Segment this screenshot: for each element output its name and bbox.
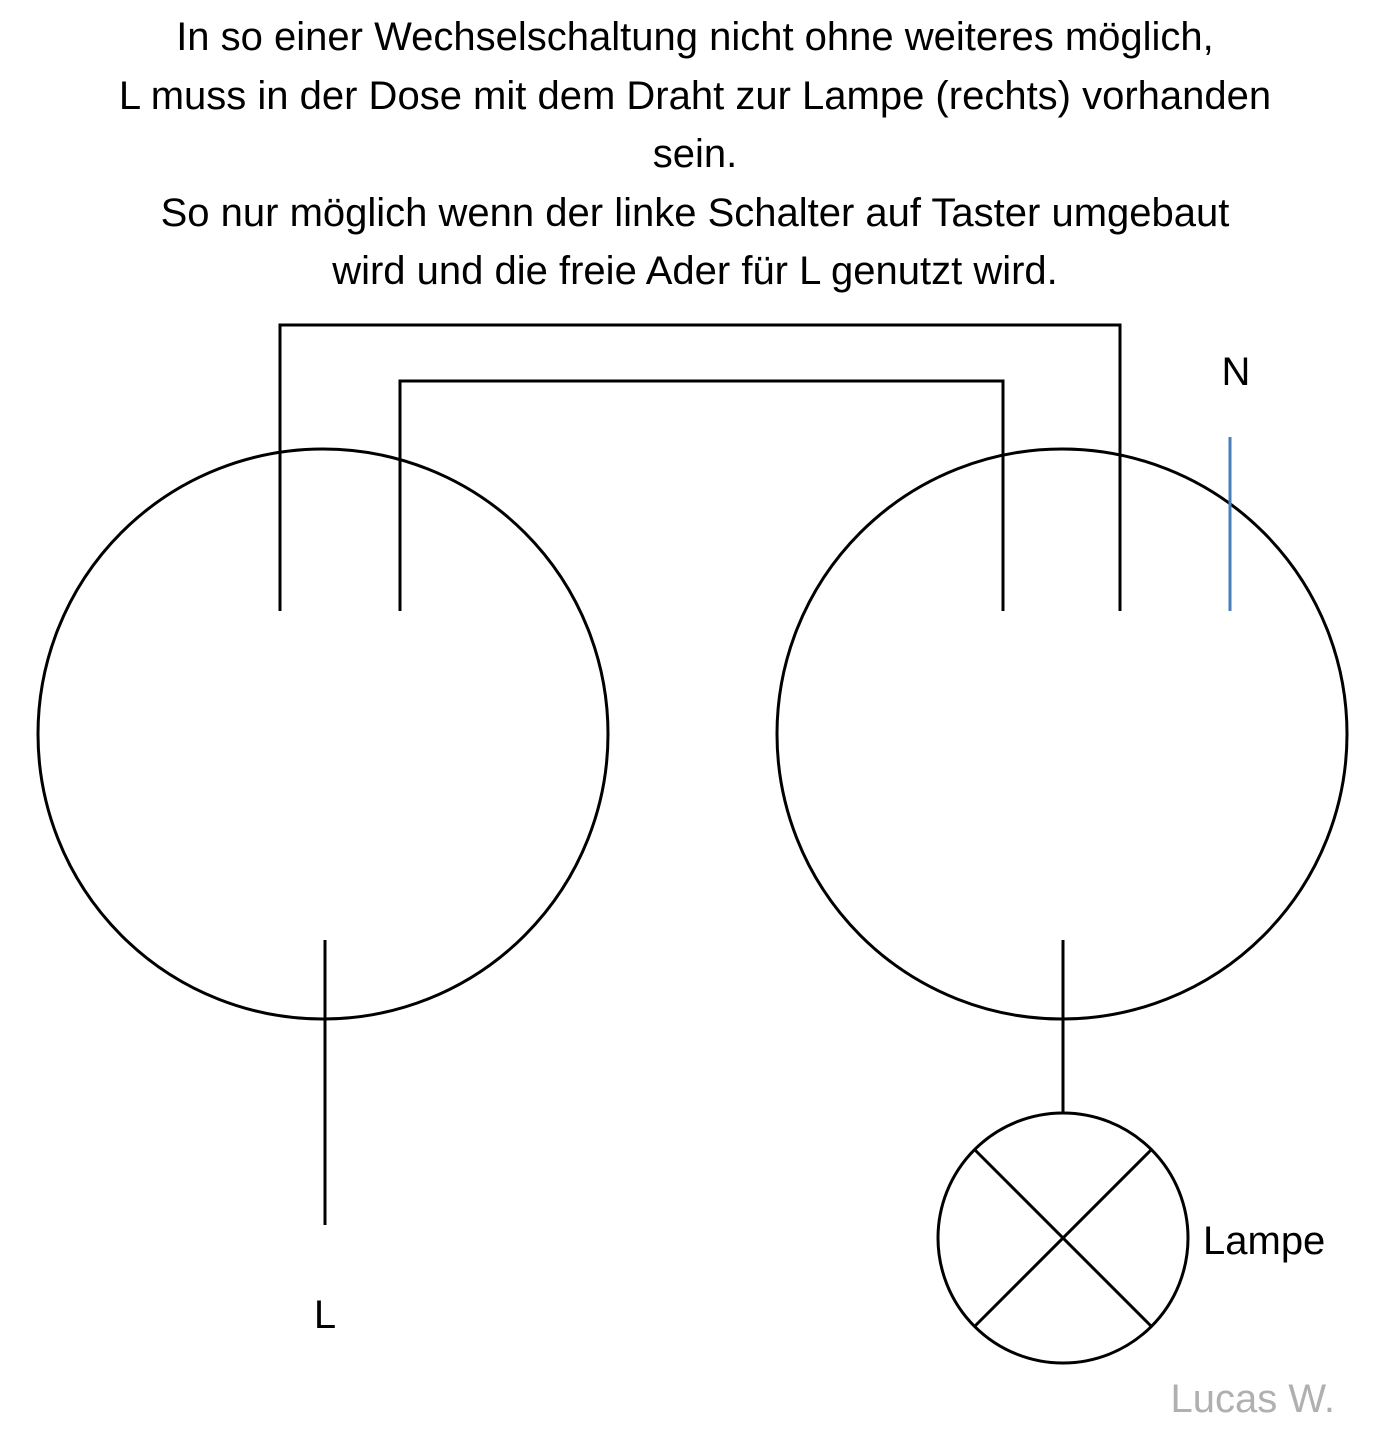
right-switch-box — [777, 449, 1347, 1019]
neutral-label: N — [1221, 350, 1251, 394]
traveler-wire-inner — [400, 381, 1003, 611]
header-line-4: So nur möglich wenn der linke Schalter auf Taster umgebaut — [160, 190, 1230, 235]
header-line-1: In so einer Wechselschaltung nicht ohne weiteres möglich, — [176, 15, 1214, 59]
author-credit: Lucas W. — [1170, 1377, 1335, 1421]
lamp-label: Lampe — [1203, 1219, 1326, 1263]
lamp-symbol — [938, 1113, 1188, 1363]
traveler-wire-outer — [280, 325, 1120, 611]
left-switch-box — [38, 449, 608, 1019]
header-line-2: L muss in der Dose mit dem Draht zur Lampe (rechts) vorhanden — [118, 73, 1272, 118]
phase-label: L — [313, 1293, 337, 1337]
header-line-5: wird und die freie Ader für L genutzt wird. — [332, 249, 1058, 293]
header-line-3: sein. — [652, 132, 738, 176]
